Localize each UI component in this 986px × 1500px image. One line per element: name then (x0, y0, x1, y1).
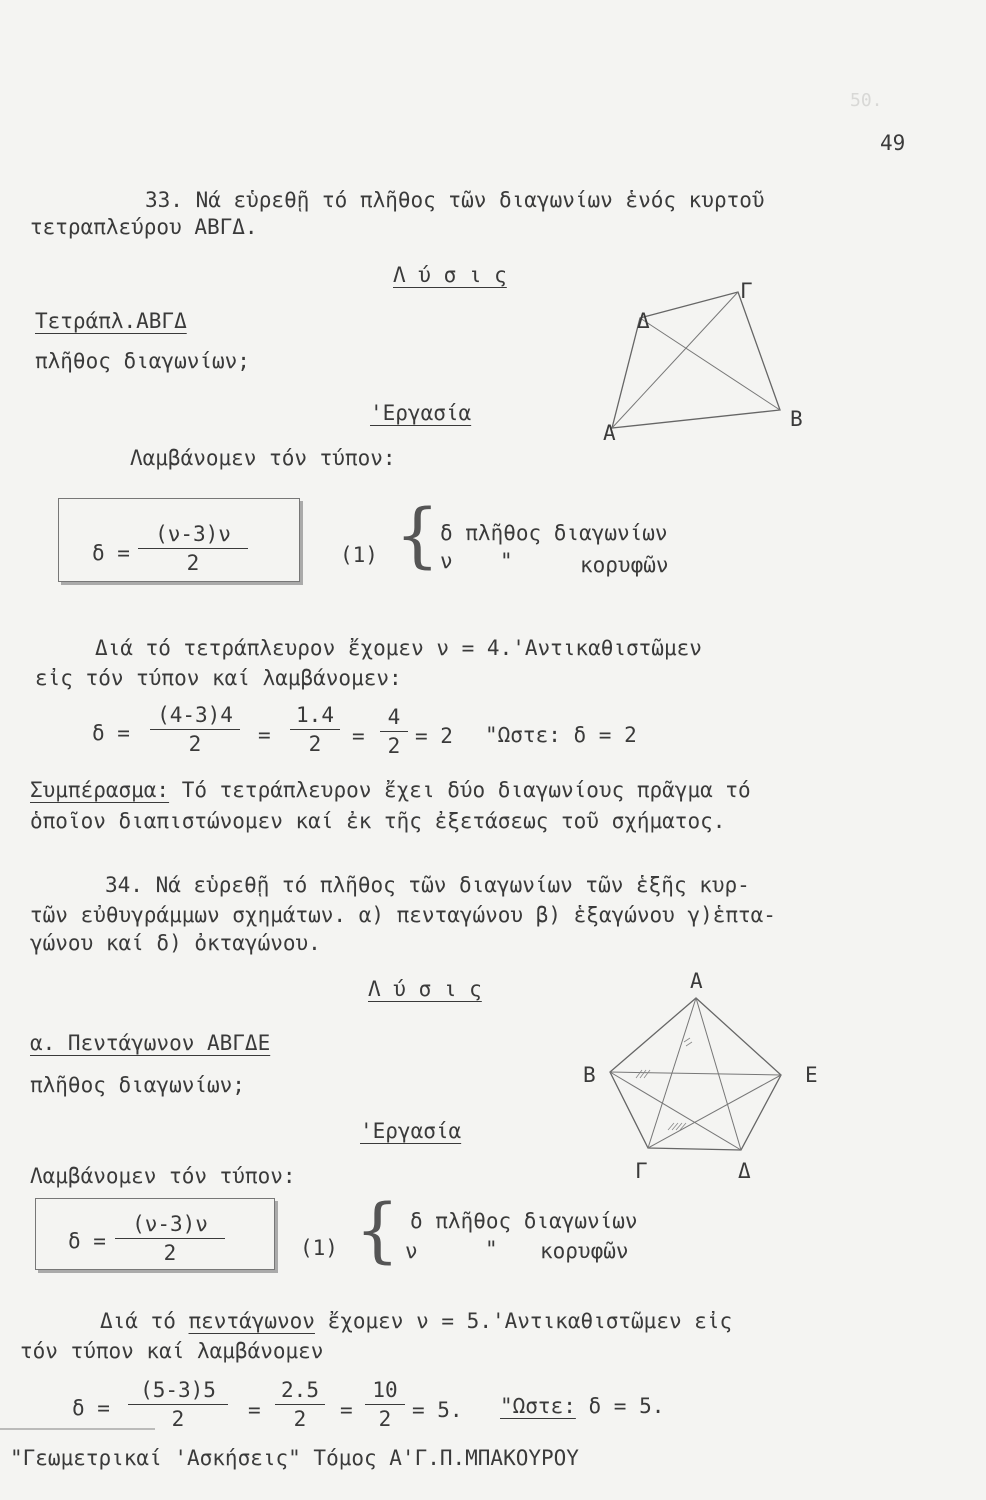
legend-34-line-1: δ πλῆθος διαγωνίων (410, 1209, 638, 1233)
legend-line-2-symbol: ν (440, 549, 453, 573)
calc-34-result (500, 1393, 664, 1419)
calc-34-fraction-3 (365, 1378, 405, 1431)
formula-34-lhs: δ = (68, 1229, 106, 1253)
legend-34-ditto-mark: " (485, 1237, 498, 1261)
problem-34-formula-intro: Λαμβάνομεν τόν τύπον: (30, 1164, 296, 1188)
pentagon-label-gamma: Γ (635, 1159, 648, 1183)
calc-33-fraction-2-num: 1.4 (290, 703, 340, 730)
vertex-label-beta: Β (790, 407, 803, 431)
calc-34-fraction-2-den: 2 (293, 1407, 307, 1431)
vertex-label-alpha: Α (603, 421, 616, 445)
conclusion-line-2: ὁποῖον διαπιστώνομεν καί ἐκ τῆς ἐξετάσεως τοῦ σχήματος. (30, 809, 726, 833)
calc-33-lhs: δ = (92, 721, 130, 745)
formula-34-fraction (115, 1212, 225, 1265)
legend-line-1: δ πλῆθος διαγωνίων (440, 521, 668, 545)
problem-34-question: πλῆθος διαγωνίων; (30, 1073, 245, 1097)
calc-33-fraction-3-num: 4 (380, 705, 408, 732)
calc-33-fraction-1-den: 2 (188, 732, 202, 756)
calc-33-equals-1: = (258, 723, 271, 747)
problem-33-formula-intro: Λαμβάνομεν τόν τύπον: (130, 446, 396, 470)
formula-34-numerator: (ν-3)ν (115, 1212, 225, 1239)
pentagon-figure (596, 980, 796, 1170)
calc-34-fraction-3-num: 10 (365, 1378, 405, 1405)
problem-33-solution-title: Λ ύ σ ι ς (393, 263, 507, 287)
vertex-label-gamma: Γ (740, 279, 753, 303)
problem-34-line-3: γώνου καί δ) ὀκταγώνου. (30, 931, 321, 955)
calc-34-equals-2: = (340, 1398, 353, 1422)
problem-34-text-1c: ἔχομεν ν = 5.'Αντικαθιστῶμεν εἰς (314, 1309, 733, 1333)
problem-33-work-title: 'Εργασία (370, 401, 472, 425)
problem-34-text-1 (100, 1308, 732, 1334)
legend-34-line-2-symbol: ν (405, 1239, 418, 1263)
footer-rule (0, 1425, 160, 1433)
calc-34-fraction-1 (128, 1378, 228, 1431)
formula-34-number: (1) (300, 1236, 338, 1260)
formula-number: (1) (340, 543, 378, 567)
calc-34-fraction-1-den: 2 (171, 1407, 185, 1431)
calc-34-tail: = 5. (412, 1398, 463, 1422)
page-number: 49 (880, 131, 906, 155)
problem-34-text-1b: πεντάγωνον (188, 1309, 315, 1333)
calc-33-fraction-3 (380, 705, 408, 758)
calc-34-fraction-2-num: 2.5 (275, 1378, 325, 1405)
show-through-text: 50. (850, 90, 883, 111)
formula-34-denominator: 2 (163, 1241, 177, 1265)
problem-34-text-2: τόν τύπον καί λαμβάνομεν (20, 1339, 324, 1363)
calc-33-fraction-1 (150, 703, 240, 756)
pentagon-label-beta: Β (583, 1063, 596, 1087)
legend-34-brace: { (355, 1189, 400, 1271)
calc-33-fraction-2 (290, 703, 340, 756)
problem-33-line-2: τετραπλεύρου ΑΒΓΔ. (30, 215, 258, 239)
problem-33-line-1: 33. Νά εὑρεθῇ τό πλῆθος τῶν διαγωνίων ἑνός κυρτοῦ (145, 188, 765, 212)
formula-numerator: (ν-3)ν (138, 522, 248, 549)
calc-34-fraction-3-den: 2 (378, 1407, 392, 1431)
problem-34-solution-title: Λ ύ σ ι ς (368, 977, 482, 1001)
calc-34-equals-1: = (248, 1398, 261, 1422)
calc-33-fraction-1-num: (4-3)4 (150, 703, 240, 730)
calc-34-fraction-2 (275, 1378, 325, 1431)
legend-brace: { (395, 494, 440, 576)
calc-33-fraction-2-den: 2 (308, 732, 322, 756)
pentagon-label-delta: Δ (738, 1159, 751, 1183)
conclusion-text-1: Τό τετράπλευρον ἔχει δύο διαγωνίους πρᾶγμα τό (169, 778, 751, 802)
formula-fraction (138, 522, 248, 575)
calc-33-tail: = 2 (415, 724, 453, 748)
problem-34-line-1: 34. Νά εὑρεθῇ τό πλῆθος τῶν διαγωνίων τῶν ἑξῆς κυρ- (105, 873, 750, 897)
conclusion-label: Συμπέρασμα: (30, 778, 170, 802)
legend-ditto-mark: " (500, 549, 513, 573)
problem-34-work-title: 'Εργασία (360, 1119, 462, 1143)
problem-33-text-1: Διά τό τετράπλευρον ἔχομεν ν = 4.'Αντικαθιστῶμεν (95, 636, 702, 660)
problem-34-line-2: τῶν εὐθυγράμμων σχημάτων. α) πενταγώνου β) ἑξαγώνου γ)ἑπτα- (30, 903, 776, 927)
problem-33-question: πλῆθος διαγωνίων; (35, 349, 250, 373)
calc-34-fraction-1-num: (5-3)5 (128, 1378, 228, 1405)
quadrilateral-figure (590, 270, 810, 440)
calc-33-result: "Ωστε: δ = 2 (485, 723, 637, 747)
legend-line-2-text: κορυφῶν (580, 553, 669, 577)
footer-citation: "Γεωμετρικαί 'Ασκήσεις" Τόμος Α'Γ.Π.ΜΠΑΚΟΥΡΟΥ (10, 1446, 579, 1470)
formula-denominator: 2 (186, 551, 200, 575)
pentagon-label-epsilon: Ε (805, 1063, 818, 1087)
conclusion-line-1 (30, 777, 751, 803)
problem-33-given: Τετράπλ.ΑΒΓΔ (35, 309, 187, 333)
pentagon-label-alpha: Α (690, 969, 703, 993)
formula-lhs: δ = (92, 541, 130, 565)
problem-34-given: α. Πεντάγωνον ΑΒΓΔΕ (30, 1031, 271, 1055)
calc-33-fraction-3-den: 2 (387, 734, 401, 758)
calc-34-lhs: δ = (72, 1396, 110, 1420)
problem-34-text-1a: Διά τό (100, 1309, 189, 1333)
legend-34-line-2-text: κορυφῶν (540, 1239, 629, 1263)
calc-34-result-label: "Ωστε: (500, 1394, 576, 1418)
calc-33-equals-2: = (352, 724, 365, 748)
calc-34-result-value: δ = 5. (575, 1394, 665, 1418)
problem-33-text-2: εἰς τόν τύπον καί λαμβάνομεν: (35, 666, 402, 690)
vertex-label-delta: Δ (637, 309, 650, 333)
